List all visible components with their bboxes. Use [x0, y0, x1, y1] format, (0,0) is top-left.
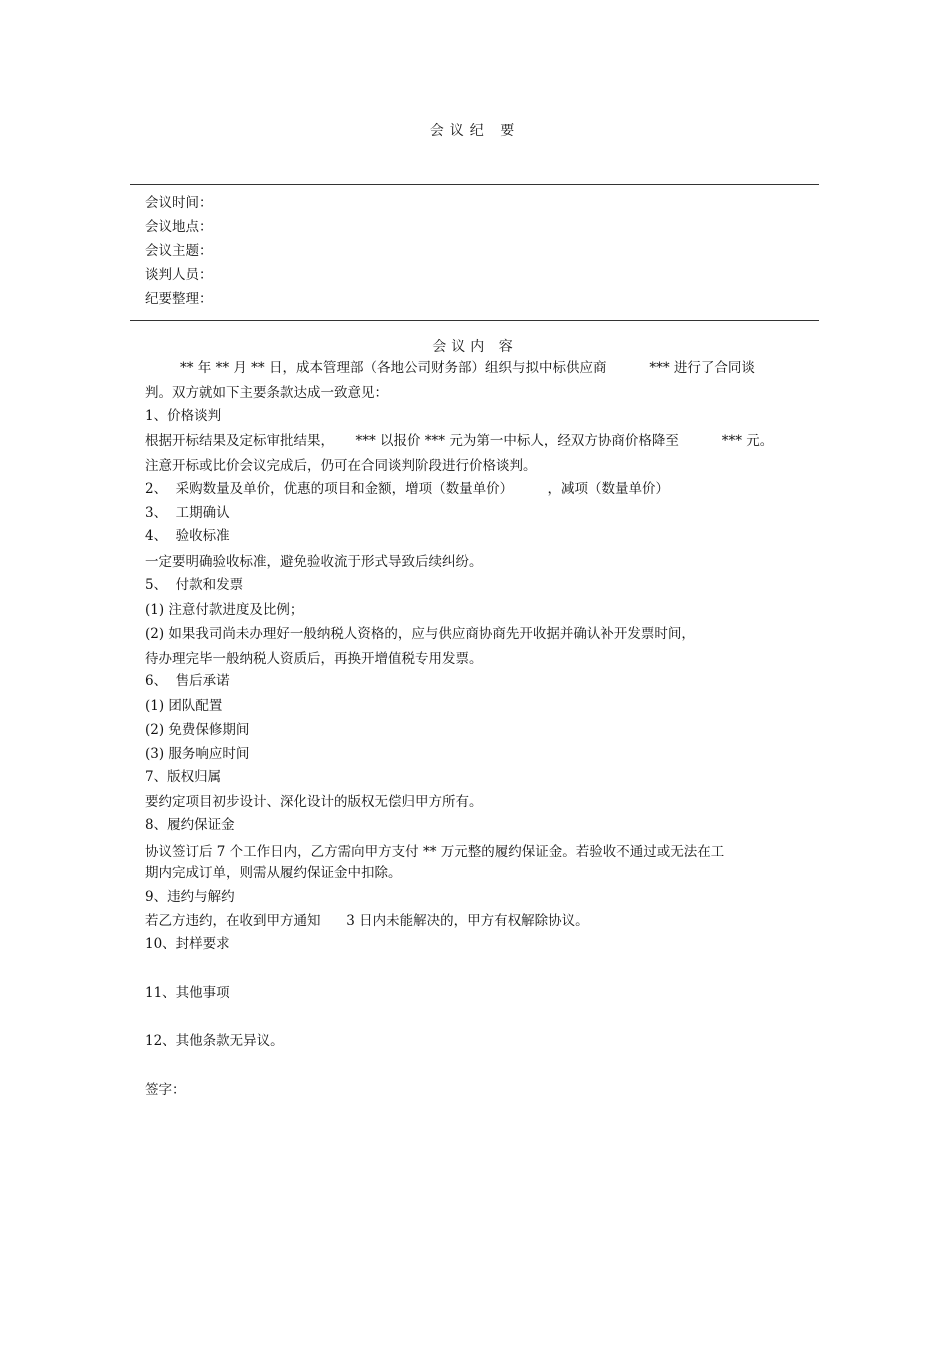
- intro-line-1: ** 年 ** 月 ** 日，成本管理部（各地公司财务部）组织与拟中标供应商 *** 进行了合同谈: [180, 360, 755, 376]
- meeting-topic-label: 会议主题：: [145, 243, 213, 259]
- item-1-line-2: 注意开标或比价会议完成后，仍可在合同谈判阶段进行价格谈判。: [145, 458, 537, 474]
- item-6-line-3: (3) 服务响应时间: [145, 746, 250, 762]
- item-5-line-1: (1) 注意付款进度及比例；: [145, 602, 304, 618]
- item-6-heading: 6、 售后承诺: [145, 673, 230, 689]
- item-6-line-1: (1) 团队配置: [145, 698, 223, 714]
- item-1-heading: 1、价格谈判: [145, 408, 222, 424]
- section-title: 会议内 容: [432, 339, 518, 355]
- intro-line-2: 判。双方就如下主要条款达成一致意见：: [145, 385, 388, 401]
- item-5-line-2: (2) 如果我司尚未办理好一般纳税人资格的，应与供应商协商先开收据并确认补开发票时间，: [145, 626, 695, 642]
- item-5-heading: 5、 付款和发票: [145, 577, 244, 593]
- item-8-heading: 8、履约保证金: [145, 817, 235, 833]
- item-7-heading: 7、版权归属: [145, 769, 222, 785]
- minutes-taker-label: 纪要整理：: [145, 291, 213, 307]
- meeting-time-label: 会议时间：: [145, 195, 213, 211]
- item-10-heading: 10、封样要求: [145, 936, 230, 952]
- item-9-heading: 9、违约与解约: [145, 889, 235, 905]
- item-4-heading: 4、 验收标准: [145, 528, 230, 544]
- item-2-heading: 2、 采购数量及单价，优惠的项目和金额，增项（数量单价） ，减项（数量单价）: [145, 481, 670, 497]
- item-6-line-2: (2) 免费保修期间: [145, 722, 250, 738]
- item-12-heading: 12、其他条款无异议。: [145, 1033, 284, 1049]
- item-1-line-1: 根据开标结果及定标审批结果， *** 以报价 *** 元为第一中标人，经双方协商价格降至 *** 元。: [145, 433, 774, 449]
- item-11-heading: 11、其他事项: [145, 985, 230, 1001]
- signature-label: 签字：: [145, 1082, 186, 1098]
- meeting-meta-list: [145, 191, 213, 311]
- negotiators-label: 谈判人员：: [145, 267, 213, 283]
- item-7-line-1: 要约定项目初步设计、深化设计的版权无偿归甲方所有。: [145, 794, 483, 810]
- item-5-line-3: 待办理完毕一般纳税人资质后，再换开增值税专用发票。: [145, 651, 483, 667]
- bottom-divider: [130, 320, 819, 321]
- top-divider: [130, 184, 819, 185]
- item-8-line-1: 协议签订后 7 个工作日内，乙方需向甲方支付 ** 万元整的履约保证金。若验收不通过或无法在工: [145, 844, 725, 860]
- document-title: 会议纪 要: [429, 123, 521, 139]
- item-9-line-1: 若乙方违约，在收到甲方通知 3 日内未能解决的，甲方有权解除协议。: [145, 913, 589, 929]
- item-4-line-1: 一定要明确验收标准，避免验收流于形式导致后续纠纷。: [145, 554, 483, 570]
- item-8-line-2: 期内完成订单，则需从履约保证金中扣除。: [145, 865, 402, 881]
- meeting-location-label: 会议地点：: [145, 219, 213, 235]
- item-3-heading: 3、 工期确认: [145, 505, 230, 521]
